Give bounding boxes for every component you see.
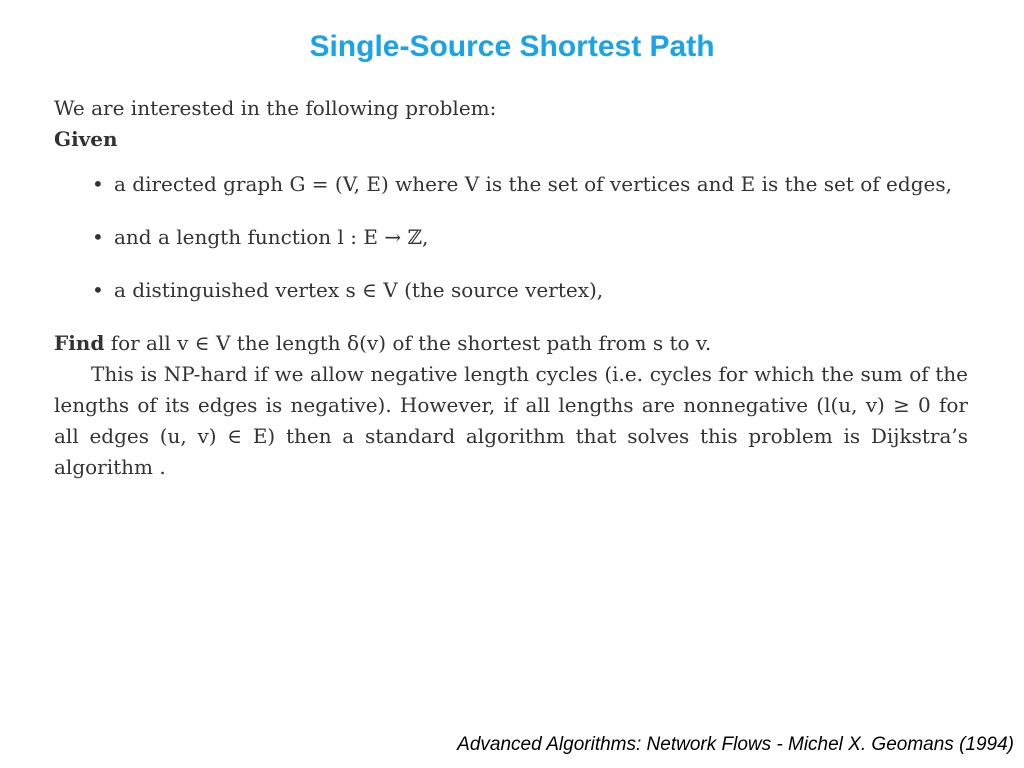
given-item-length: [54, 222, 968, 253]
given-item-source: [54, 275, 968, 306]
find-line: [54, 328, 968, 359]
find-text: for all v ∈ V the length δ(v) of the shortest path from s to v.: [110, 331, 712, 355]
slide-title: Single-Source Shortest Path: [309, 30, 715, 63]
given-item-text: a directed graph G = (V, E) where V is the set of vertices and E is the set of edges,: [114, 172, 952, 196]
bullet-icon: •: [92, 172, 104, 196]
bullet-icon: •: [92, 225, 104, 249]
explanation-paragraph: This is NP-hard if we allow negative length cycles (i.e. cycles for which the sum of the lengths of its edges is negative). However, if all lengths are nonnegative (l(u, v) ≥ 0 for all edges (u, v) ∈ E) then a standard algorithm that solves this problem is Dijkstra’s algorithm .: [54, 362, 968, 479]
citation: Advanced Algorithms: Network Flows - Michel X. Geomans (1994): [457, 734, 1014, 755]
find-label: Find: [54, 331, 105, 355]
slide-body: [54, 93, 968, 483]
given-item-text: and a length function l : E → ℤ,: [114, 225, 429, 249]
given-item-text: a distinguished vertex s ∈ V (the source vertex),: [114, 278, 604, 302]
given-list: [54, 169, 968, 306]
given-item-graph: [54, 169, 968, 200]
intro-text: We are interested in the following problem:: [54, 96, 497, 120]
given-label: Given: [54, 127, 118, 151]
bullet-icon: •: [92, 278, 104, 302]
